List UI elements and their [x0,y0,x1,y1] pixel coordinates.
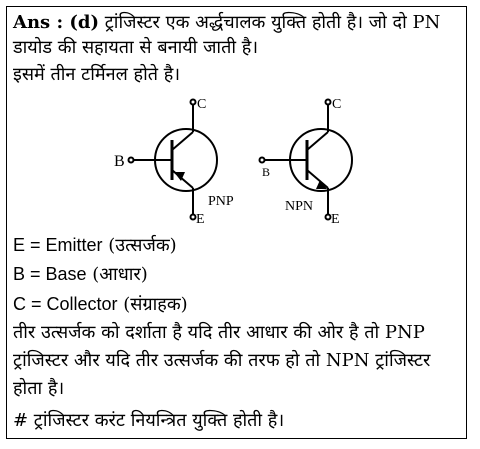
explanation-line-2: ट्रांजिस्टर और यदि तीर उत्सर्जक की तरफ हो तो NPN ट्रांजिस्टर [13,350,431,371]
pnp-e-label: E [196,212,205,227]
pnp-b-label: B [114,153,125,170]
note-line: # ट्रांजिस्टर करंट नियन्त्रित युक्ति होती है। [13,410,285,431]
npn-c-label: C [332,97,342,112]
answer-text-1: ट्रांजिस्टर एक अर्द्धचालक युक्ति होती है। जो दो PN [104,12,441,33]
terminal-emitter: E = Emitter (उत्सर्जक) [13,235,177,256]
terminal-collector: C = Collector (संग्राहक) [13,294,188,315]
answer-prefix: Ans : (d) [13,12,99,33]
pnp-type-label: PNP [208,194,234,209]
terminal-base: B = Base (आधार) [13,264,148,285]
explanation-line-1: तीर उत्सर्जक को दर्शाता है यदि तीर आधार की ओर है तो PNP [13,322,425,343]
pnp-c-label: C [197,97,207,112]
npn-b-label: B [262,165,271,179]
npn-type-label: NPN [285,199,314,214]
answer-line-3: इसमें तीन टर्मिनल होते है। [13,64,181,85]
answer-line-2: डायोड की सहायता से बनायी जाती है। [13,37,259,58]
npn-e-label: E [331,212,340,227]
explanation-line-3: होता है। [13,378,65,399]
